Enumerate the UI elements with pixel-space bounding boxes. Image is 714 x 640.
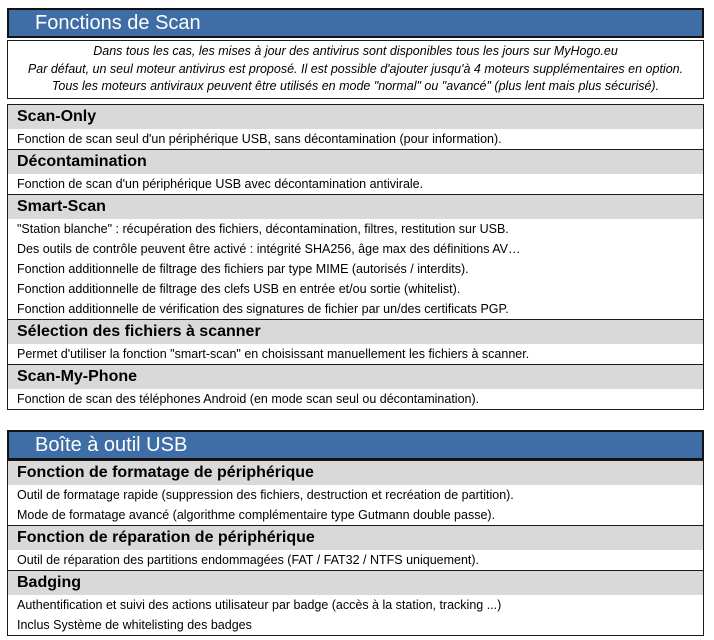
section-heading: Fonction de formatage de périphérique [8, 461, 703, 485]
section-row: Fonction de scan seul d'un périphérique USB, sans décontamination (pour information). [17, 131, 502, 146]
section-row: Fonction additionnelle de filtrage des fichiers par type MIME (autorisés / interdits). [17, 261, 469, 276]
section-row: Fonction de scan des téléphones Android (en mode scan seul ou décontamination). [17, 391, 480, 406]
section-smart-scan [8, 194, 703, 319]
intro-line: Par défaut, un seul moteur antivirus est proposé. Il est possible d'ajouter jusqu'à 4 moteurs supplémentaires en option. [27, 61, 684, 76]
section-row: Inclus Système de whitelisting des badges [17, 617, 252, 632]
section-heading: Sélection des fichiers à scanner [8, 320, 703, 344]
sections-container [7, 460, 704, 636]
section-row: Fonction additionnelle de vérification des signatures de fichier par un/des certificats PGP. [17, 301, 509, 316]
section-heading: Smart-Scan [8, 195, 703, 219]
section-scan-my-phone [8, 364, 703, 409]
section-row: Outil de réparation des partitions endommagées (FAT / FAT32 / NTFS uniquement). [17, 552, 480, 567]
intro-note [7, 40, 704, 99]
section-row: Mode de formatage avancé (algorithme complémentaire type Gutmann double passe). [17, 507, 496, 522]
section-row: Authentification et suivi des actions utilisateur par badge (accès à la station, tracking ...) [17, 597, 502, 612]
sections-container [7, 104, 704, 410]
section-row: Outil de formatage rapide (suppression des fichiers, destruction et recréation de partition). [17, 487, 514, 502]
section-heading: Décontamination [8, 150, 703, 174]
scan-functions-table [7, 8, 704, 410]
section-heading: Scan-Only [8, 105, 703, 129]
section-scan-only [8, 105, 703, 149]
table-title-bar [7, 8, 704, 38]
section-heading: Fonction de réparation de périphérique [8, 526, 703, 550]
intro-line: Tous les moteurs antiviraux peuvent être utilisés en mode "normal" ou "avancé" (plus lent mais plus sécurisé). [51, 79, 660, 93]
section-row: "Station blanche" : récupération des fichiers, décontamination, filtres, restitution sur USB. [17, 221, 509, 236]
section-badging [8, 570, 703, 635]
table-title-bar [7, 430, 704, 460]
section-decontamination [8, 149, 703, 194]
section-row: Fonction de scan d'un périphérique USB avec décontamination antivirale. [17, 176, 424, 191]
section-row: Permet d'utiliser la fonction "smart-scan" en choisissant manuellement les fichiers à scanner. [17, 346, 530, 361]
table-title: Boîte à outil USB [35, 433, 188, 456]
section-file-selection [8, 319, 703, 364]
table-title: Fonctions de Scan [35, 12, 201, 34]
section-formatting [8, 461, 703, 525]
section-heading: Badging [8, 571, 703, 595]
section-row: Des outils de contrôle peuvent être activé : intégrité SHA256, âge max des définitions AV… [17, 241, 521, 256]
section-row: Fonction additionnelle de filtrage des clefs USB en entrée et/ou sortie (whitelist). [17, 281, 461, 296]
section-heading: Scan-My-Phone [8, 365, 703, 389]
section-repair [8, 525, 703, 570]
usb-toolbox-table [7, 430, 704, 636]
intro-line: Dans tous les cas, les mises à jour des antivirus sont disponibles tous les jours sur MyHogo.eu [93, 44, 618, 58]
